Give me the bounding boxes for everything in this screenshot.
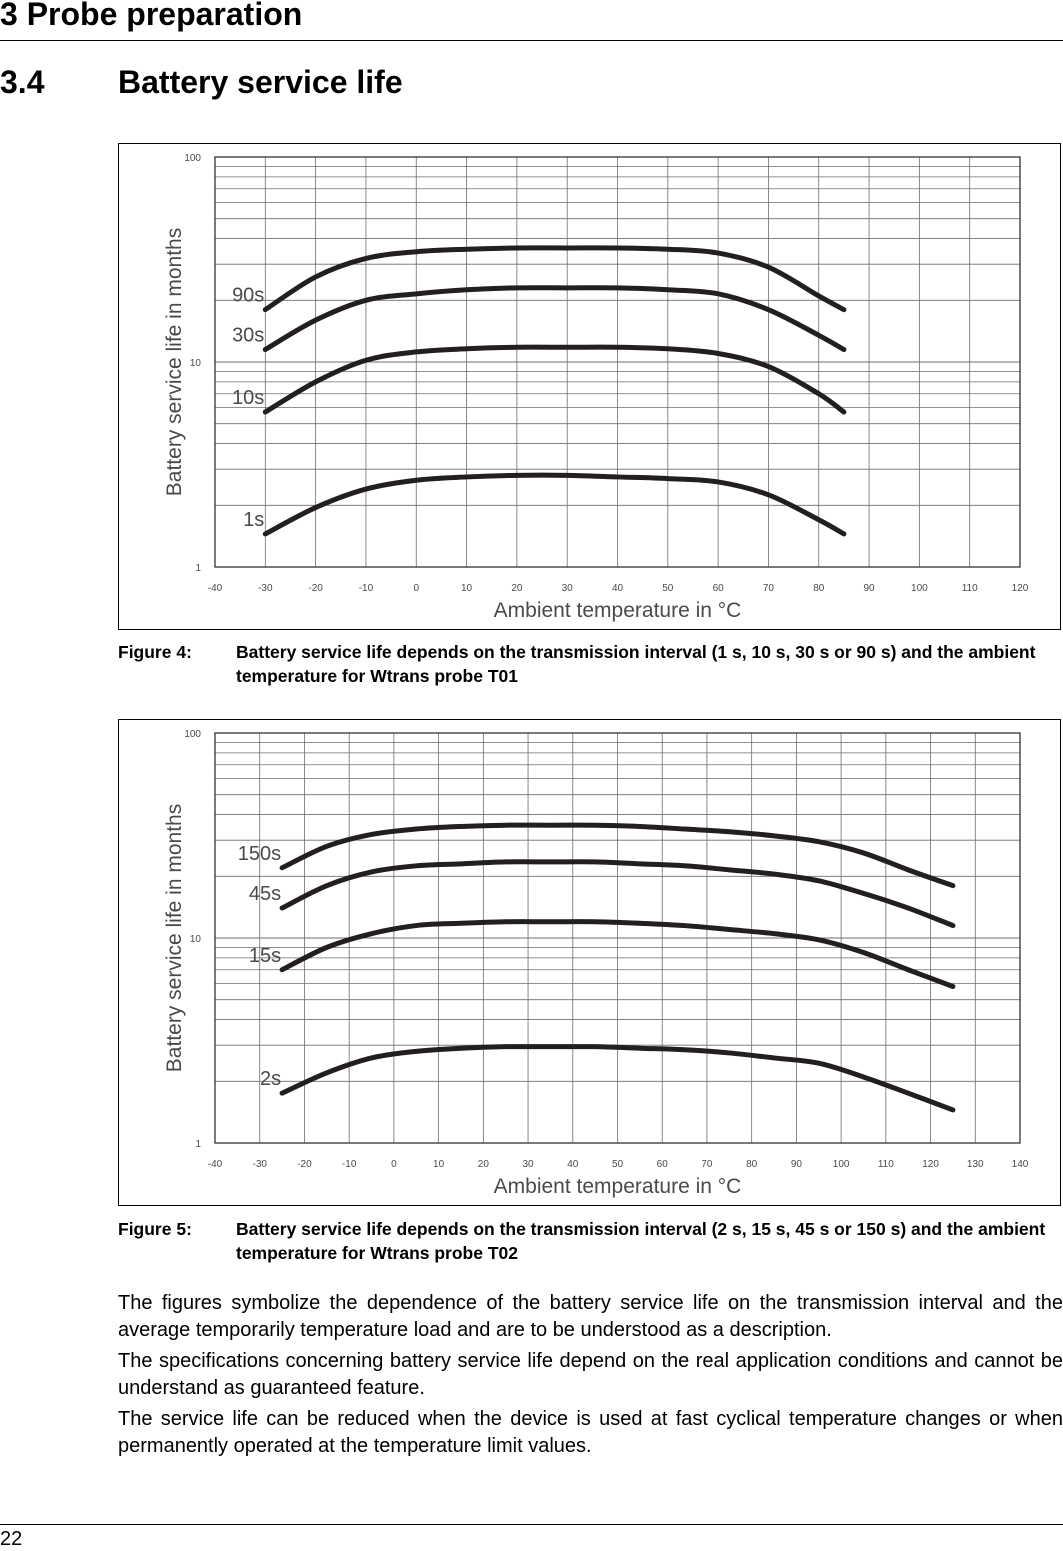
series-line-1s (265, 475, 844, 534)
figure-5-caption (118, 1217, 1063, 1265)
x-tick-label: -40 (207, 583, 223, 594)
x-tick-label: -30 (258, 583, 273, 594)
x-tick-label: 0 (391, 1159, 397, 1170)
x-tick-label: 100 (911, 583, 928, 594)
y-tick-label: 10 (189, 358, 201, 369)
x-tick-label: 10 (461, 583, 473, 594)
x-tick-label: -20 (297, 1159, 312, 1170)
y-axis-title: Battery service life in months (163, 803, 186, 1073)
section-number: 3.4 (0, 64, 45, 100)
x-tick-label: -20 (308, 583, 323, 594)
page-number: 22 (0, 1528, 23, 1550)
y-axis-title: Battery service life in months (163, 227, 186, 497)
series-label: 10s (232, 387, 265, 410)
x-tick-label: 100 (832, 1159, 850, 1170)
series-label: 2s (259, 1068, 282, 1091)
figure-4-chart (118, 143, 1061, 630)
x-tick-label: 120 (922, 1159, 939, 1170)
y-tick-label: 1 (195, 563, 201, 574)
series-label: 45s (248, 883, 282, 906)
x-tick-label: 120 (1011, 583, 1029, 594)
series-line-30s (265, 288, 844, 350)
x-axis-title: Ambient temperature in °C (493, 1175, 742, 1198)
x-tick-label: 80 (746, 1159, 758, 1170)
x-tick-label: 30 (561, 583, 573, 594)
y-tick-label: 100 (184, 153, 201, 164)
x-tick-label: 60 (712, 583, 724, 594)
series-label: 15s (248, 944, 282, 967)
x-tick-label: 40 (567, 1159, 579, 1170)
figure-4-label: Figure 4: (118, 642, 192, 662)
x-tick-label: 20 (477, 1159, 489, 1170)
x-tick-label: 10 (433, 1159, 445, 1170)
series-label: 90s (232, 284, 265, 307)
body-text (118, 1290, 1063, 1464)
x-tick-label: 40 (611, 583, 624, 594)
x-tick-label: -30 (252, 1159, 267, 1170)
x-tick-label: 140 (1011, 1159, 1029, 1170)
series-line-10s (265, 347, 844, 412)
paragraph: The service life can be reduced when the device is used at fast cyclical temperature changes or when permanently operated at the temperature limit values. (118, 1408, 1063, 1457)
y-tick-label: 10 (189, 934, 201, 945)
series-label: 1s (243, 508, 265, 531)
figure-5-chart (118, 719, 1061, 1206)
x-tick-label: 30 (522, 1159, 534, 1170)
x-axis-title: Ambient temperature in °C (493, 599, 742, 622)
x-tick-label: 20 (511, 583, 523, 594)
x-tick-label: 110 (877, 1159, 894, 1170)
x-tick-label: 50 (662, 583, 674, 594)
x-tick-label: 90 (863, 583, 875, 594)
x-tick-label: 80 (813, 583, 825, 594)
figure-4-caption-text: Battery service life depends on the transmission interval (1 s, 10 s, 30 s or 90 s) and the ambient temperature for Wtrans probe T01 (236, 642, 1036, 686)
series-label: 150s (237, 842, 282, 865)
figure-5-label: Figure 5: (118, 1219, 192, 1239)
x-tick-label: 90 (790, 1159, 802, 1170)
x-tick-label: 130 (966, 1159, 984, 1170)
figure-5-caption-text: Battery service life depends on the transmission interval (2 s, 15 s, 45 s or 150 s) and the ambient temperature for Wtrans probe T02 (236, 1219, 1046, 1263)
chart-5-svg (119, 720, 1062, 1207)
x-tick-label: 110 (961, 583, 978, 594)
section-title: Battery service life (118, 64, 403, 100)
figure-4-caption (118, 640, 1063, 688)
paragraph: The specifications concerning battery service life depend on the real application conditions and cannot be understand as guaranteed feature. (118, 1350, 1063, 1399)
section-heading (0, 64, 403, 101)
y-tick-label: 1 (195, 1139, 201, 1150)
series-label: 30s (232, 324, 265, 347)
paragraph: The figures symbolize the dependence of the battery service life on the transmission interval and the average temporarily temperature load and are to be understood as a description. (118, 1292, 1063, 1341)
header-rule (0, 40, 1063, 41)
x-tick-label: 0 (413, 583, 420, 594)
x-tick-label: 70 (701, 1159, 713, 1170)
x-tick-label: -10 (358, 583, 374, 594)
x-tick-label: 60 (656, 1159, 668, 1170)
y-tick-label: 100 (184, 729, 201, 740)
x-tick-label: -10 (341, 1159, 357, 1170)
x-tick-label: 50 (611, 1159, 624, 1170)
footer-rule (0, 1524, 1063, 1525)
x-tick-label: 70 (762, 583, 774, 594)
chart-4-svg (119, 144, 1062, 631)
chapter-title: 3 Probe preparation (0, 0, 303, 32)
x-tick-label: -40 (207, 1159, 223, 1170)
